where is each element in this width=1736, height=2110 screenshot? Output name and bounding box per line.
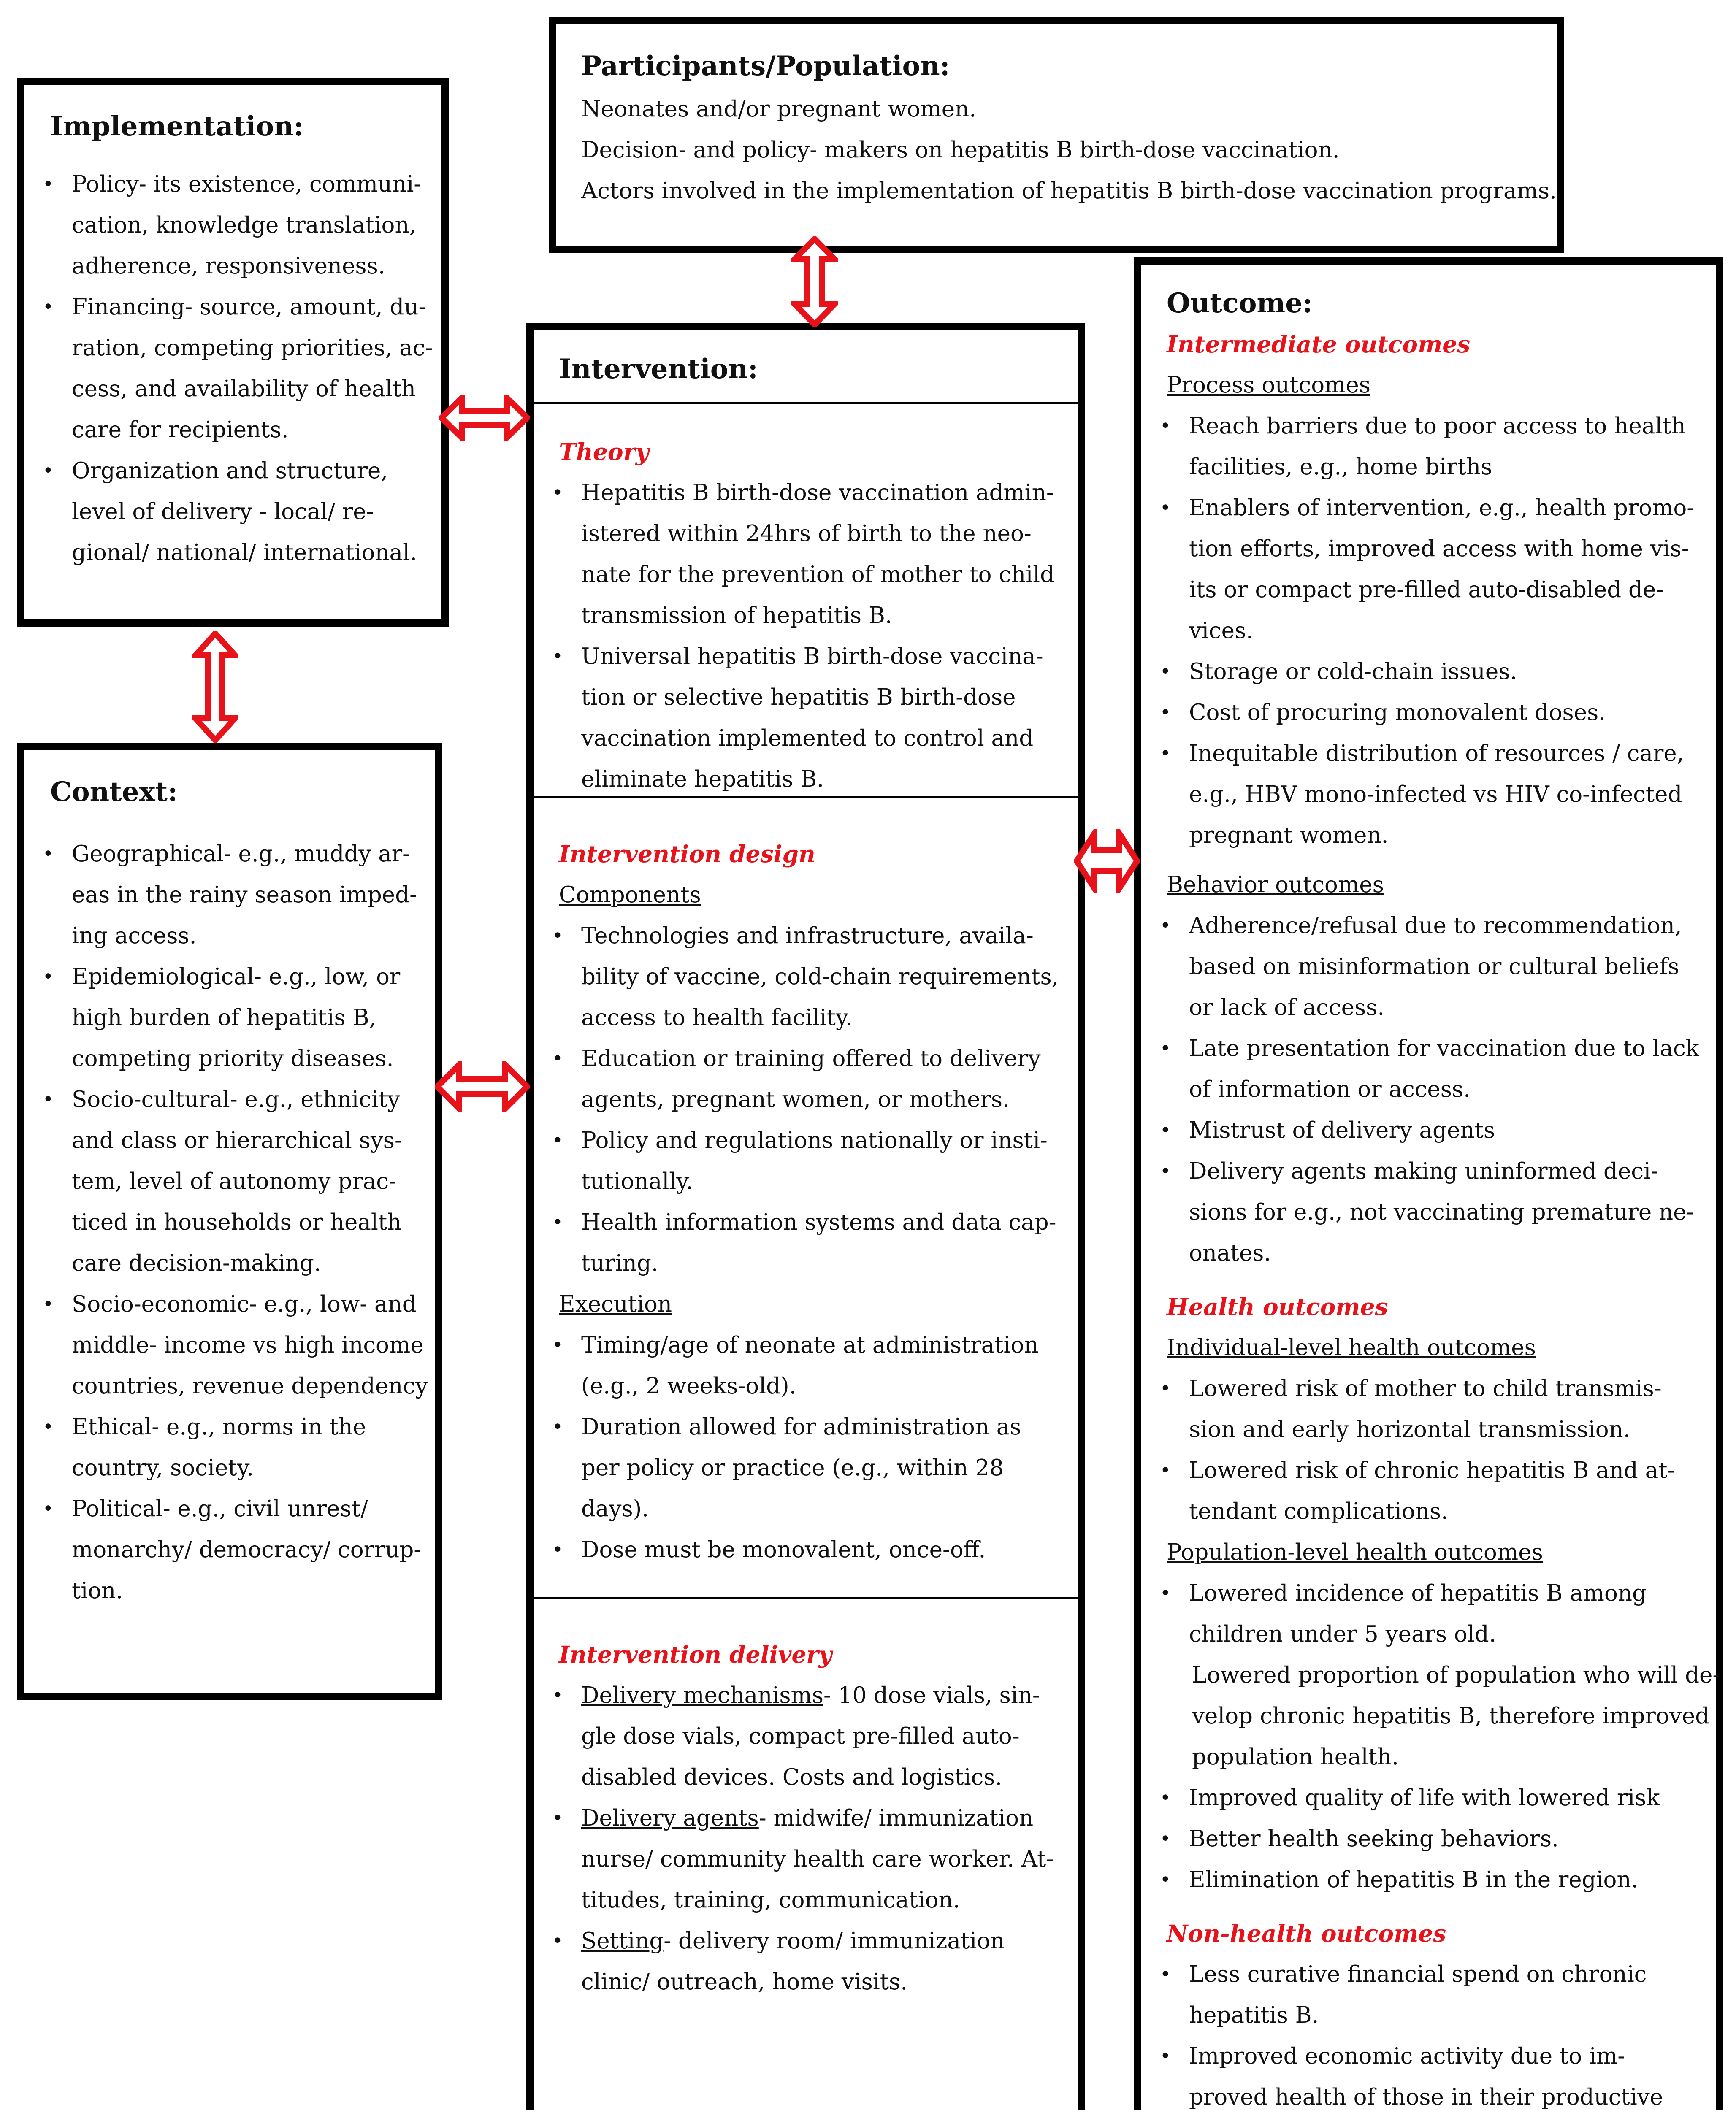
bullet-line: • Late presentation for vaccination due to lack — [1189, 1036, 1699, 1061]
bullet-item — [1141, 1777, 1724, 1818]
bullet-line: transmission of hepatitis B. — [581, 603, 892, 628]
nonhealth-list — [1141, 1954, 1724, 2110]
bullet-line: monarchy/ democracy/ corrup- — [72, 1537, 422, 1563]
arrow-intervention-outcome — [1074, 829, 1140, 893]
bullet-line: bility of vaccine, cold-chain requirements, — [581, 964, 1059, 990]
bullet-line: • Reach barriers due to poor access to health — [1189, 413, 1686, 439]
intervention-box — [526, 323, 1085, 2110]
bullet-line: ing access. — [72, 923, 197, 949]
bullet-line: eliminate hepatitis B. — [581, 766, 824, 792]
components-label: Components — [559, 882, 701, 908]
bullet-item — [534, 1529, 1078, 1570]
bullet-line: (e.g., 2 weeks-old). — [581, 1373, 796, 1399]
bullet-line: • Mistrust of delivery agents — [1189, 1117, 1495, 1143]
bullet-item — [1141, 1028, 1724, 1110]
bullet-item — [1141, 1818, 1724, 1859]
delivery-list — [534, 1675, 1078, 2002]
implementation-box — [17, 78, 449, 627]
arrow-implementation-intervention — [439, 395, 530, 441]
bullet-item — [24, 450, 433, 573]
participants-lines — [581, 89, 1557, 211]
behavior-list — [1141, 905, 1724, 1274]
bullet-line: countries, revenue dependency — [72, 1373, 428, 1399]
bullet-line: competing priority diseases. — [72, 1046, 394, 1071]
bullet-item — [534, 1038, 1078, 1120]
bullet-line: • Dose must be monovalent, once-off. — [581, 1537, 986, 1563]
bullet-line: hepatitis B. — [1189, 2002, 1319, 2028]
population-list-1 — [1141, 1573, 1724, 1655]
text-line: Decision- and policy- makers on hepatitis B birth-dose vaccination. — [581, 137, 1340, 163]
bullet-line: access to health facility. — [581, 1005, 853, 1031]
bullet-item — [534, 636, 1078, 800]
delivery-mechanisms-item — [534, 1675, 1078, 1798]
bullet-line: • Lowered risk of mother to child transmis- — [1189, 1376, 1662, 1401]
bullet-line: onates. — [1189, 1240, 1271, 1266]
bullet-line: adherence, responsiveness. — [72, 253, 385, 279]
bullet-item — [24, 956, 428, 1079]
bullet-line: cess, and availability of health — [72, 376, 416, 402]
bullet-item — [1141, 2036, 1724, 2110]
bullet-line: • Organization and structure, — [72, 458, 388, 484]
bullet-line: sions for e.g., not vaccinating premature ne- — [1189, 1199, 1694, 1225]
bullet-line: • Hepatitis B birth-dose vaccination admin- — [581, 480, 1054, 506]
bullet-item — [1141, 1450, 1724, 1532]
implementation-list — [24, 164, 433, 573]
bullet-item — [534, 915, 1078, 1038]
bullet-item — [24, 164, 433, 287]
intervention-divider-3 — [534, 1597, 1078, 1599]
bullet-item — [24, 1284, 428, 1407]
delivery-heading: Intervention delivery — [559, 1641, 832, 1668]
participants-box — [549, 17, 1564, 253]
bullet-line: • Lowered risk of chronic hepatitis B and at- — [1189, 1458, 1675, 1483]
delivery-setting-item — [534, 1921, 1078, 2002]
bullet-line: • Technologies and infrastructure, availa- — [581, 923, 1034, 949]
bullet-line: its or compact pre-filled auto-disabled de- — [1189, 577, 1664, 603]
bullet-item — [24, 287, 433, 450]
bullet-line: or lack of access. — [1189, 995, 1385, 1020]
delivery-line: titudes, training, communication. — [581, 1887, 960, 1913]
text-line: population health. — [1192, 1744, 1399, 1770]
bullet-line: • Cost of procuring monovalent doses. — [1189, 700, 1606, 725]
text-line: Actors involved in the implementation of hepatitis B birth-dose vaccination programs. — [581, 178, 1557, 204]
text-line: Neonates and/or pregnant women. — [581, 96, 977, 122]
bullet-item — [1141, 905, 1724, 1028]
bullet-line: tion efforts, improved access with home vis- — [1189, 536, 1689, 562]
bullet-line: pregnant women. — [1189, 822, 1389, 848]
individual-list — [1141, 1368, 1724, 1532]
process-list — [1141, 406, 1724, 856]
theory-heading: Theory — [559, 438, 649, 465]
bullet-line: • Enablers of intervention, e.g., health promo- — [1189, 495, 1695, 521]
bullet-line: • Education or training offered to delivery — [581, 1046, 1041, 1071]
bullet-line: • Adherence/refusal due to recommendation, — [1189, 913, 1682, 939]
delivery-line: nurse/ community health care worker. At- — [581, 1846, 1054, 1872]
intervention-divider-2 — [534, 796, 1078, 798]
bullet-line: • Epidemiological- e.g., low, or — [72, 964, 401, 990]
bullet-item — [1141, 1573, 1724, 1655]
bullet-line: vices. — [1189, 618, 1253, 644]
bullet-line: middle- income vs high income — [72, 1332, 424, 1358]
bullet-line: facilities, e.g., home births — [1189, 454, 1492, 480]
bullet-line: • Lowered incidence of hepatitis B among — [1189, 1580, 1647, 1606]
participants-title: Participants/Population: — [581, 50, 950, 82]
bullet-line: • Financing- source, amount, du- — [72, 294, 426, 320]
bullet-item — [24, 1407, 428, 1488]
context-list — [24, 833, 428, 1611]
bullet-line: • Duration allowed for administration as — [581, 1414, 1021, 1440]
bullet-item — [24, 1488, 428, 1611]
intervention-divider-1 — [534, 402, 1078, 404]
bullet-line: sion and early horizontal transmission. — [1189, 1417, 1630, 1442]
bullet-line: • Political- e.g., civil unrest/ — [72, 1496, 368, 1522]
individual-label: Individual-level health outcomes — [1167, 1335, 1536, 1361]
delivery-line: - midwife/ immunization — [758, 1805, 1034, 1831]
arrow-implementation-context — [192, 631, 238, 743]
bullet-line: tion. — [72, 1578, 123, 1604]
bullet-line: agents, pregnant women, or mothers. — [581, 1087, 1010, 1112]
bullet-line: • Socio-economic- e.g., low- and — [72, 1291, 417, 1317]
behavior-label: Behavior outcomes — [1167, 872, 1384, 898]
bullet-item — [1141, 692, 1724, 733]
bullet-item — [1141, 1859, 1724, 1900]
bullet-item — [534, 1407, 1078, 1529]
components-list — [534, 915, 1078, 1284]
bullet-line: ticed in households or health — [72, 1209, 402, 1235]
bullet-item — [1141, 733, 1724, 856]
delivery-agents-term: Delivery agents — [581, 1805, 759, 1831]
implementation-title: Implementation: — [50, 111, 304, 142]
population-list-2 — [1141, 1777, 1724, 1900]
bullet-line: • Socio-cultural- e.g., ethnicity — [72, 1087, 400, 1112]
bullet-line: • Policy- its existence, communi- — [72, 171, 422, 197]
delivery-line: - delivery room/ immunization — [664, 1928, 1005, 1954]
bullet-item — [1141, 651, 1724, 692]
bullet-item — [534, 1202, 1078, 1284]
bullet-line: tendant complications. — [1189, 1499, 1448, 1524]
bullet-line: • Timing/age of neonate at administration — [581, 1332, 1039, 1358]
bullet-line: based on misinformation or cultural beliefs — [1189, 954, 1679, 979]
execution-label: Execution — [559, 1291, 672, 1317]
delivery-line: gle dose vials, compact pre-filled auto- — [581, 1723, 1020, 1749]
bullet-item — [534, 472, 1078, 636]
bullet-item — [1141, 1110, 1724, 1151]
arrow-context-intervention — [435, 1061, 530, 1112]
text-line: velop chronic hepatitis B, therefore improved — [1192, 1703, 1710, 1729]
bullet-line: • Inequitable distribution of resources / care, — [1189, 741, 1684, 766]
bullet-line: level of delivery - local/ re- — [72, 499, 374, 525]
bullet-line: care decision-making. — [72, 1250, 321, 1276]
bullet-line: • Health information systems and data cap- — [581, 1209, 1056, 1235]
bullet-line: cation, knowledge translation, — [72, 212, 417, 238]
bullet-line: • Geographical- e.g., muddy ar- — [72, 841, 410, 867]
bullet-line: • Improved economic activity due to im- — [1189, 2043, 1625, 2069]
bullet-line: istered within 24hrs of birth to the neo- — [581, 521, 1032, 546]
bullet-line: of information or access. — [1189, 1077, 1471, 1102]
bullet-line: nate for the prevention of mother to child — [581, 562, 1055, 587]
bullet-line: ration, competing priorities, ac- — [72, 335, 433, 361]
delivery-line: - 10 dose vials, sin- — [823, 1683, 1040, 1708]
bullet-line: high burden of hepatitis B, — [72, 1005, 376, 1031]
population-label: Population-level health outcomes — [1167, 1539, 1543, 1565]
bullet-item — [1141, 1151, 1724, 1274]
outcome-title: Outcome: — [1167, 287, 1313, 319]
bullet-line: and class or hierarchical sys- — [72, 1128, 402, 1153]
bullet-line: proved health of those in their productive — [1189, 2084, 1663, 2110]
delivery-line: clinic/ outreach, home visits. — [581, 1969, 908, 1995]
process-label: Process outcomes — [1167, 372, 1370, 398]
nonhealth-heading: Non-health outcomes — [1167, 1920, 1446, 1947]
bullet-line: • Ethical- e.g., norms in the — [72, 1414, 366, 1440]
bullet-item — [534, 1120, 1078, 1202]
health-heading: Health outcomes — [1167, 1293, 1388, 1320]
arrow-participants-intervention — [791, 236, 838, 327]
bullet-item — [24, 1079, 428, 1284]
bullet-line: tutionally. — [581, 1169, 693, 1194]
delivery-mechanisms-term: Delivery mechanisms — [581, 1683, 823, 1708]
bullet-line: eas in the rainy season imped- — [72, 882, 417, 908]
bullet-line: country, society. — [72, 1455, 254, 1481]
bullet-line: • Improved quality of life with lowered risk — [1189, 1785, 1660, 1811]
context-box — [17, 743, 442, 1700]
bullet-line: • Universal hepatitis B birth-dose vaccina- — [581, 644, 1043, 669]
bullet-line: care for recipients. — [72, 417, 289, 443]
bullet-line: tion or selective hepatitis B birth-dose — [581, 684, 1016, 710]
bullet-line: • Better health seeking behaviors. — [1189, 1826, 1559, 1852]
outcome-box — [1134, 257, 1723, 2110]
bullet-line: turing. — [581, 1250, 658, 1276]
bullet-item — [24, 833, 428, 956]
execution-list — [534, 1325, 1078, 1570]
bullet-line: children under 5 years old. — [1189, 1621, 1496, 1647]
bullet-item — [1141, 1368, 1724, 1450]
population-plain — [1167, 1655, 1724, 1777]
bullet-line: e.g., HBV mono-infected vs HIV co-infected — [1189, 782, 1682, 807]
theory-list — [534, 472, 1078, 800]
bullet-item — [1141, 1954, 1724, 2036]
context-title: Context: — [50, 776, 178, 808]
bullet-line: • Elimination of hepatitis B in the region. — [1189, 1867, 1639, 1893]
intermediate-heading: Intermediate outcomes — [1167, 330, 1471, 358]
bullet-line: per policy or practice (e.g., within 28 — [581, 1455, 1004, 1481]
bullet-item — [1141, 406, 1724, 487]
bullet-line: vaccination implemented to control and — [581, 725, 1034, 751]
bullet-line: • Storage or cold-chain issues. — [1189, 659, 1517, 684]
design-heading: Intervention design — [559, 840, 815, 868]
bullet-line: days). — [581, 1496, 649, 1522]
bullet-line: • Less curative financial spend on chronic — [1189, 1961, 1647, 1987]
bullet-line: • Policy and regulations nationally or insti- — [581, 1128, 1048, 1153]
delivery-setting-term: Setting — [581, 1928, 664, 1954]
bullet-line: • Delivery agents making uninformed deci- — [1189, 1158, 1658, 1184]
bullet-line: gional/ national/ international. — [72, 540, 417, 565]
intervention-title: Intervention: — [559, 353, 758, 385]
text-line: Lowered proportion of population who will de- — [1192, 1662, 1720, 1688]
delivery-agents-item — [534, 1798, 1078, 1921]
bullet-item — [534, 1325, 1078, 1407]
bullet-item — [1141, 487, 1724, 651]
delivery-line: disabled devices. Costs and logistics. — [581, 1764, 1002, 1790]
bullet-line: tem, level of autonomy prac- — [72, 1169, 396, 1194]
